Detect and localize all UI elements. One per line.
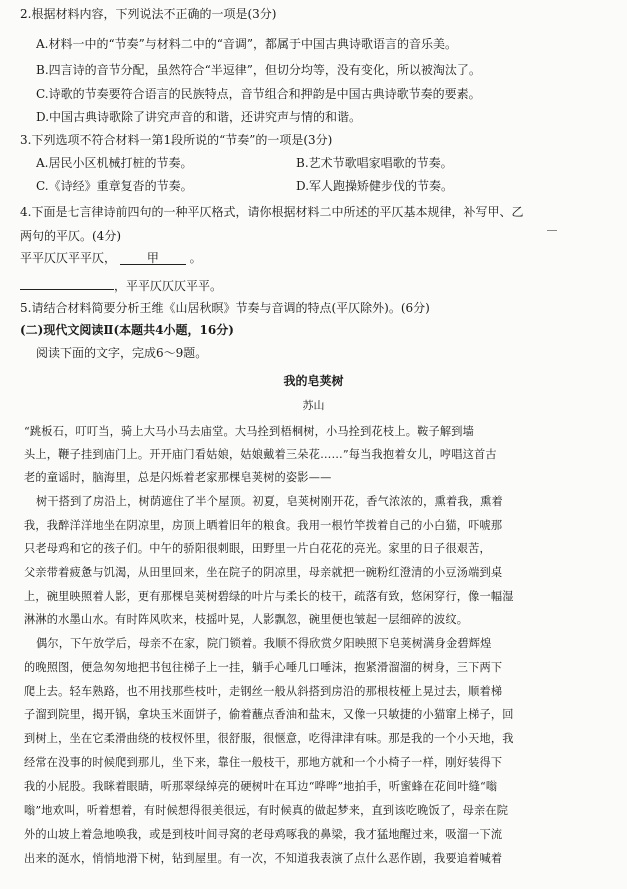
question-3-option-c: C.《诗经》重章复沓的节奏。 [36, 179, 193, 193]
question-3-option-b: B.艺术节歌唱家唱歌的节奏。 [296, 156, 453, 170]
question-2-option-a: A.材料一中的“节奏”与材料二中的“音调”，都属于中国古典诗歌语言的音乐美。 [36, 37, 458, 51]
article-line: 老的童谣时，脑海里，总是闪烁着老家那棵皂荚树的姿影—— [24, 471, 332, 484]
question-3-row-1 [36, 155, 627, 171]
question-2-option-b: B.四言诗的音节分配，虽然符合“半逗律”，但切分均等，没有变化，所以被淘汰了。 [36, 63, 481, 77]
question-4-stem-line-2: 两句的平仄。(4分) [20, 229, 121, 243]
question-2-option-c: C.诗歌的节奏要符合语言的民族特点，音节组合和押韵是中国古典诗歌节奏的要素。 [36, 87, 481, 101]
article-line: 只老母鸡和它的孩子们。中午的骄阳很刺眼，田野里一片白花花的亮光。家里的日子很艰苦， [24, 542, 491, 555]
question-4-pattern-suffix: ，平平仄仄仄平平。 [114, 279, 223, 293]
article-line: 出来的涎水，悄悄地滑下树，钻到屋里。有一次，不知道我表演了点什么恶作剧，我要追着喊着 [24, 852, 503, 865]
article-line: 我的小屁股。我眯着眼睛，听那翠绿绰亮的硬树叶在耳边“哗哗”地拍手，听蜜蜂在花间叶缝“嗡 [24, 780, 498, 793]
article-line: 偶尔，下午放学后，母亲不在家，院门锁着。我顺不得欣赏夕阳映照下皂荚树满身金碧辉煌 [36, 637, 492, 650]
question-5-stem: 5.请结合材料简要分析王维《山居秋暝》节奏与音调的特点(平仄除外)。(6分) [20, 301, 430, 315]
article-line: 经常在没事的时候爬到那儿，坐下来，靠住一般枝干，那地方就和一个小椅子一样，刚好装得下 [24, 756, 503, 769]
article-line: 头上，鞭子挂到庙门上。开开庙门看姑娘，姑娘戴着三朵花……”每当我抱着女儿，哼唱这首古 [24, 448, 497, 461]
article-line: 的晚照图，便急匆匆地把书包往梯子上一挂，躺手心唾几口唾沫，抱紧滑溜溜的树身，三下两下 [24, 661, 503, 674]
question-3-stem: 3.下列选项不符合材料一第1段所说的“节奏”的一项是(3分) [20, 133, 333, 147]
article-line: 爬上去。轻车熟路，也不用找那些枝叶，走钢丝一般从斜搭到房沿的那根枝桠上晃过去，顺着梯 [24, 685, 503, 698]
article-line: 上，碗里映照着人影，更有那棵皂荚树碧绿的叶片与柔长的枝干，疏落有致，悠闲穿行，像一幅湿 [24, 590, 514, 603]
article-line: 嗡”地欢叫，听着想着，有时候想得很美很远，有时候真的做起梦来，直到该吃晚饭了，母亲在院 [24, 804, 509, 817]
question-4-stem-line-1: 4.下面是七言律诗前四句的一种平仄格式，请你根据材料二中所述的平仄基本规律，补写甲、乙 [20, 205, 524, 219]
article-author: 苏山 [302, 399, 325, 412]
article-title: 我的皂荚树 [283, 374, 344, 388]
blank-period: 。 [189, 251, 202, 265]
answer-blank-yi[interactable] [20, 275, 114, 290]
article-line: 子溜到院里，揭开锅，拿块玉米面饼子，偷着蘸点香油和盐末，又像一只敏捷的小猫窜上梯子，回 [24, 708, 514, 721]
article-line: 父亲带着疲惫与饥渴，从田里回来，坐在院子的阴凉里，母亲就把一碗粉红澄清的小豆汤端到桌 [24, 566, 503, 579]
article-line: 我，我醉洋洋地坐在阴凉里，房顶上晒着旧年的粮食。我用一根竹竿拨着自己的小白猫，吓唬那 [24, 519, 503, 532]
section-heading: (二)现代文阅读Ⅱ(本题共4小题，16分) [20, 323, 234, 337]
margin-dash [547, 230, 557, 231]
question-3-row-2 [36, 178, 627, 194]
article-line: 淋淋的水墨山水。有时阵风吹来，枝摇叶晃，人影飘忽，碗里便也皱起一层细碎的波纹。 [24, 613, 469, 626]
answer-blank-jia[interactable]: 甲 [120, 250, 186, 265]
question-4-pattern-line-2 [20, 275, 627, 294]
question-3-option-d: D.军人跑操矫健步伐的节奏。 [296, 179, 454, 193]
reading-instruction: 阅读下面的文字，完成6～9题。 [36, 346, 208, 360]
article-line: 到树上，坐在它柔滑曲绕的枝杈怀里，很舒服，很惬意，吃得津津有味。那是我的一个小天地，我 [24, 732, 514, 745]
question-4-pattern-prefix: 平平仄仄平平仄， [20, 251, 117, 265]
question-2-stem: 2.根据材料内容，下列说法不正确的一项是(3分) [20, 7, 277, 21]
question-4-pattern-line-1 [20, 250, 627, 266]
question-3-option-a: A.居民小区机械打桩的节奏。 [36, 156, 193, 170]
article-line: 树干搭到了房沿上，树荫遮住了半个屋顶。初夏，皂荚树刚开花，香气浓浓的，熏着我，熏着 [36, 495, 503, 508]
question-2-option-d: D.中国古典诗歌除了讲究声音的和谐，还讲究声与情的和谐。 [36, 110, 362, 124]
article-line: “跳板石，叮叮当，骑上大马小马去庙堂。大马拴到梧桐树，小马拴到花枝上。鞍子解到墙 [24, 425, 475, 438]
article-line: 外的山坡上着急地唤我，或是到枝叶间寻窝的老母鸡啄我的鼻梁，我才猛地醒过来，吸溜一下流 [24, 828, 503, 841]
